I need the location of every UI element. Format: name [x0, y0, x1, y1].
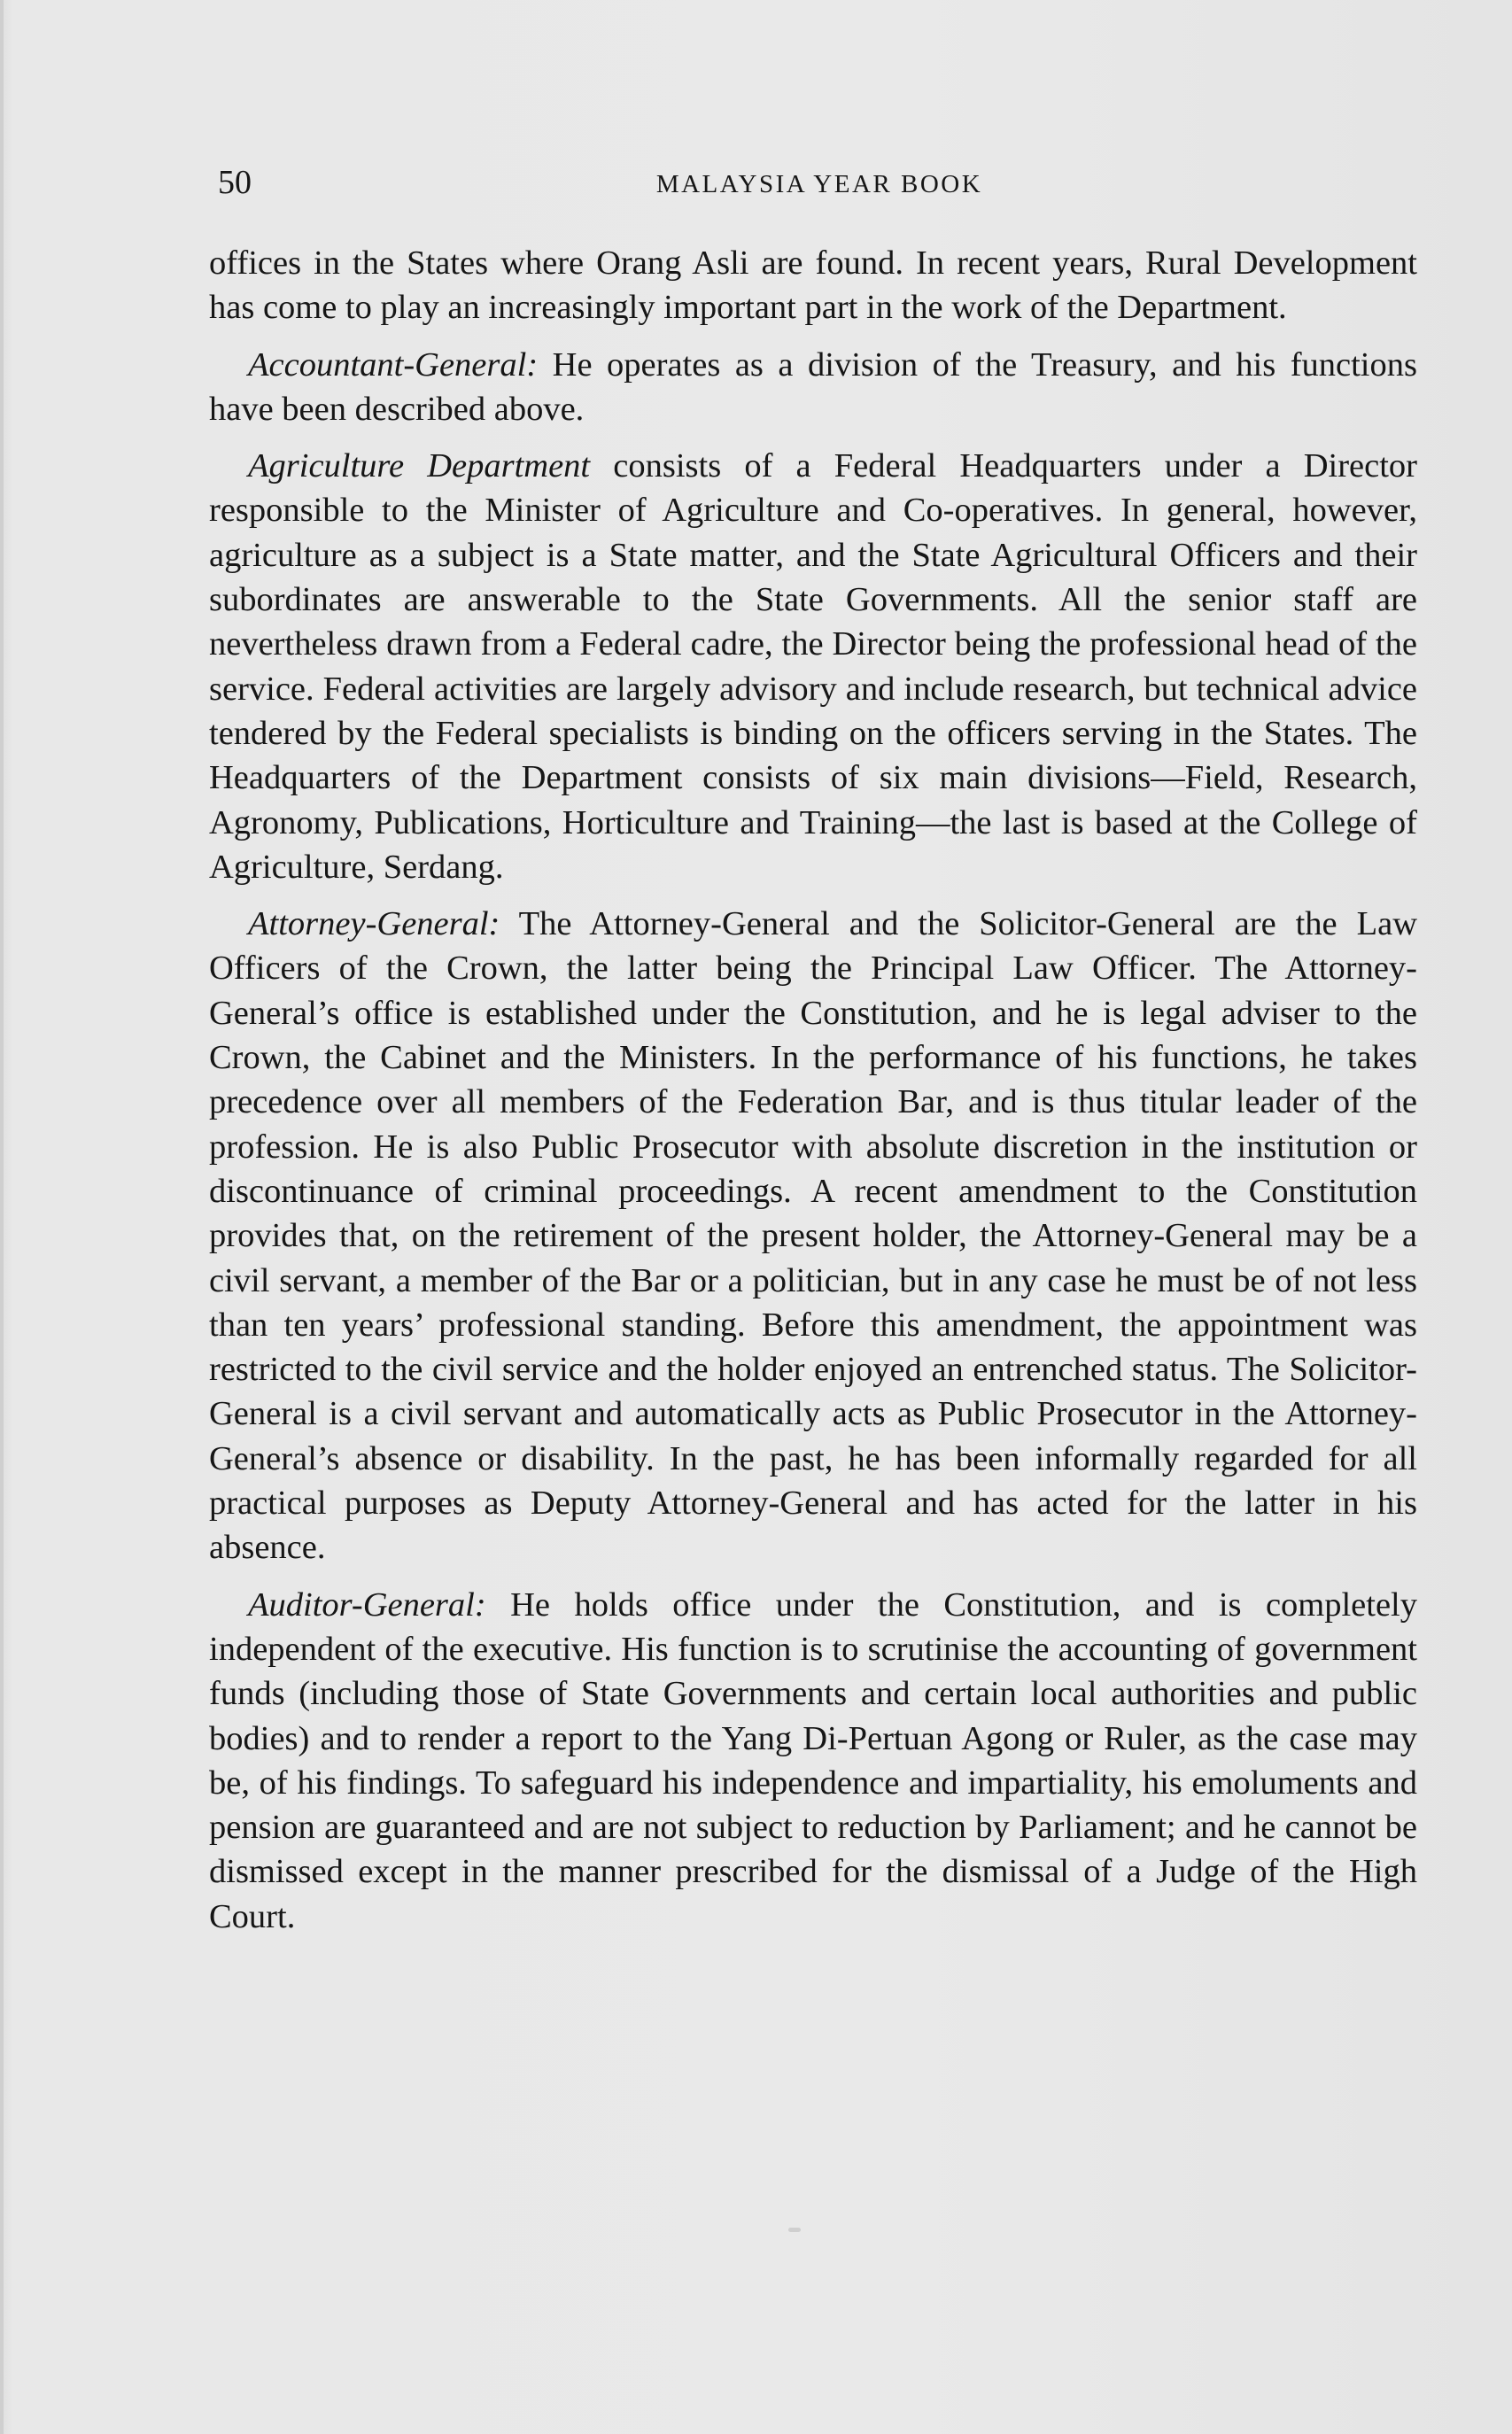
paragraph-accountant-general: [209, 343, 1417, 432]
paragraph-text: The Attorney-General and the Solicitor-General are the Law Officers of the Crown, the latter being the Principal Law Officer. The Attorney-General’s office is established under the Constitution, and he is legal adviser to the Crown, the Cabinet and the Ministers. In the performance of his functions, he takes precedence over all members of the Federation Bar, and is thus titular leader of the profession. He is also Public Prosecutor with absolute discretion in the institution or discontinuance of criminal proceedings. A recent amendment to the Constitution provides that, on the retirement of the present holder, the Attorney-General may be a civil servant, a member of the Bar or a politician, but in any case he must be of not less than ten years’ professional standing. Before this amendment, the appointment was restricted to the civil service and the holder enjoyed an entrenched status. The Solicitor-General is a civil servant and automatically acts as Public Prosecutor in the Attorney-General’s absence or disability. In the past, he has been informally regarded for all practical purposes as Deputy Attorney-General and has acted for the latter in his absence.: [209, 905, 1417, 1567]
paragraph-auditor-general: [209, 1583, 1417, 1939]
page-number: 50: [218, 164, 252, 201]
paragraph-agriculture-department: [209, 444, 1417, 889]
running-head: MALAYSIA YEAR BOOK: [655, 170, 983, 198]
paper-speck: [788, 2228, 801, 2232]
page-edge: [0, 0, 4, 2434]
paragraph-term: Accountant-General:: [248, 345, 539, 384]
page-header: [218, 159, 1421, 205]
paragraph-text: offices in the States where Orang Asli are found. In recent years, Rural Development has come to play an increasingly important part in the work of the Department.: [209, 244, 1417, 327]
paragraph-term: Attorney-General:: [248, 905, 500, 943]
body-text: [209, 241, 1417, 1951]
paragraph-term: Agriculture Department: [248, 447, 591, 485]
paragraph-text: consists of a Federal Headquarters under a Director responsible to the Minister of Agriculture and Co-operatives. In general, however, agriculture as a subject is a State matter, and the State Agricultural Officers and their subordinates are answerable to the State Governments. All the senior staff are nevertheless drawn from a Federal cadre, the Director being the professional head of the service. Federal activities are largely advisory and include research, but technical advice tendered by the Federal specialists is binding on the officers serving in the States. The Headquarters of the Department consists of six main divisions—Field, Research, Agronomy, Publications, Horticulture and Training—the last is based at the College of Agriculture, Serdang.: [209, 447, 1417, 886]
paragraph-attorney-general: [209, 902, 1417, 1570]
paragraph-term: Auditor-General:: [248, 1585, 486, 1624]
paragraph-orang-asli: [209, 241, 1417, 330]
paragraph-text: He holds office under the Constitution, and is completely independent of the executive. His function is to scrutinise the accounting of government funds (including those of State Governments and certain local authorities and public bodies) and to render a report to the Yang Di-Pertuan Agong or Ruler, as the case may be, of his findings. To safeguard his independence and impartiality, his emoluments and pension are guaranteed and are not subject to reduction by Parliament; and he cannot be dismissed except in the manner prescribed for the dismissal of a Judge of the High Court.: [209, 1585, 1417, 1935]
paragraph-text: He operates as a division of the Treasury, and his functions have been described above.: [209, 345, 1417, 428]
